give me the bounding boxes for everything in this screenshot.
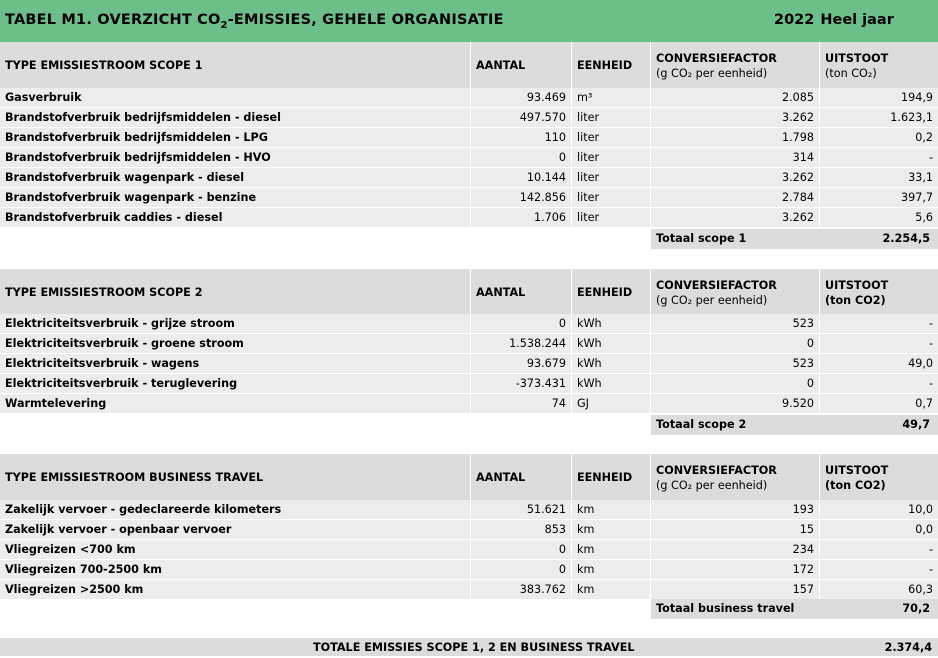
cell-aantal: 853 [471, 520, 571, 539]
cell-uitstoot: - [820, 314, 938, 333]
cell-name: Elektriciteitsverbruik - grijze stroom [0, 314, 470, 333]
cell-unit: m³ [572, 88, 650, 107]
header-uitstoot [820, 42, 938, 88]
column-uitstoot-unit: (ton CO2) [825, 479, 886, 492]
cell-uitstoot: - [820, 148, 938, 167]
cell-factor: 523 [651, 314, 819, 333]
cell-aantal: -373.431 [471, 374, 571, 393]
table-row [0, 500, 938, 520]
cell-factor: 234 [651, 540, 819, 559]
column-uitstoot: UITSTOOT [825, 279, 889, 292]
total-value: 49,7 [902, 418, 930, 431]
cell-uitstoot: 397,7 [820, 188, 938, 207]
cell-unit: kWh [572, 334, 650, 353]
cell-uitstoot: - [820, 334, 938, 353]
section-title: TYPE EMISSIESTROOM SCOPE 1 [5, 59, 203, 72]
scope2-header-row [0, 269, 938, 315]
cell-unit: liter [572, 188, 650, 207]
cell-factor: 193 [651, 500, 819, 519]
column-aantal: AANTAL [476, 471, 526, 484]
cell-name: Elektriciteitsverbruik - teruglevering [0, 374, 470, 393]
header-uitstoot [820, 454, 938, 500]
column-aantal: AANTAL [476, 59, 526, 72]
header-eenheid [572, 269, 650, 315]
table-row [0, 520, 938, 540]
table-period [774, 12, 894, 28]
cell-unit: km [572, 500, 650, 519]
cell-aantal: 383.762 [471, 580, 571, 599]
cell-uitstoot: 10,0 [820, 500, 938, 519]
column-eenheid: EENHEID [577, 471, 633, 484]
header-aantal [471, 42, 571, 88]
cell-unit: liter [572, 168, 650, 187]
scope1-header-row [0, 42, 938, 88]
cell-name: Gasverbruik [0, 88, 470, 107]
column-uitstoot: UITSTOOT [825, 52, 889, 65]
table-row [0, 188, 938, 208]
cell-factor: 15 [651, 520, 819, 539]
cell-aantal: 93.469 [471, 88, 571, 107]
cell-name: Vliegreizen >2500 km [0, 580, 470, 599]
cell-aantal: 0 [471, 314, 571, 333]
cell-unit: kWh [572, 354, 650, 373]
header-type [0, 269, 470, 315]
cell-aantal: 497.570 [471, 108, 571, 127]
cell-name: Brandstofverbruik wagenpark - diesel [0, 168, 470, 187]
cell-aantal: 142.856 [471, 188, 571, 207]
column-aantal: AANTAL [476, 286, 526, 299]
cell-aantal: 0 [471, 540, 571, 559]
cell-unit: liter [572, 148, 650, 167]
cell-unit: liter [572, 208, 650, 227]
header-eenheid [572, 454, 650, 500]
table-row [0, 108, 938, 128]
period-label: Heel jaar [820, 12, 894, 28]
cell-factor: 3.262 [651, 108, 819, 127]
cell-uitstoot: - [820, 560, 938, 579]
grand-total-row [0, 638, 938, 656]
column-conversiefactor-unit: (g CO₂ per eenheid) [656, 479, 768, 492]
section-title: TYPE EMISSIESTROOM BUSINESS TRAVEL [5, 471, 264, 484]
cell-factor: 2.784 [651, 188, 819, 207]
cell-factor: 0 [651, 334, 819, 353]
header-aantal [471, 454, 571, 500]
column-eenheid: EENHEID [577, 286, 633, 299]
year-label: 2022 [774, 12, 815, 28]
cell-name: Brandstofverbruik wagenpark - benzine [0, 188, 470, 207]
cell-name: Brandstofverbruik bedrijfsmiddelen - LPG [0, 128, 470, 147]
cell-unit: km [572, 560, 650, 579]
table-row [0, 540, 938, 560]
table-row [0, 560, 938, 580]
cell-aantal: 110 [471, 128, 571, 147]
header-conversiefactor [651, 42, 819, 88]
column-uitstoot: UITSTOOT [825, 464, 889, 477]
table-row [0, 374, 938, 394]
table-row [0, 334, 938, 354]
table-row [0, 314, 938, 334]
cell-unit: liter [572, 128, 650, 147]
grand-total-value: 2.374,4 [884, 641, 932, 654]
table-title: TABEL M1. OVERZICHT $CO_2$-EMISSIES, GEHELE ORGANISATIE [5, 12, 504, 31]
cell-unit: km [572, 580, 650, 599]
table-row [0, 168, 938, 188]
column-conversiefactor: CONVERSIEFACTOR [656, 52, 777, 65]
header-aantal [471, 269, 571, 315]
total-value: 2.254,5 [882, 232, 930, 245]
cell-uitstoot: 1.623,1 [820, 108, 938, 127]
cell-factor: 157 [651, 580, 819, 599]
cell-unit: km [572, 520, 650, 539]
cell-aantal: 51.621 [471, 500, 571, 519]
cell-factor: 1.798 [651, 128, 819, 147]
cell-uitstoot: 0,0 [820, 520, 938, 539]
total-label: Totaal business travel [656, 602, 795, 615]
cell-uitstoot: 0,7 [820, 394, 938, 413]
cell-uitstoot: 5,6 [820, 208, 938, 227]
scope2-total-row [651, 415, 938, 435]
total-value: 70,2 [902, 602, 930, 615]
table-row [0, 580, 938, 600]
cell-name: Zakelijk vervoer - gedeclareerde kilometers [0, 500, 470, 519]
header-eenheid [572, 42, 650, 88]
cell-aantal: 1.538.244 [471, 334, 571, 353]
cell-unit: kWh [572, 374, 650, 393]
header-type [0, 454, 470, 500]
title-bar [0, 0, 938, 42]
cell-uitstoot: - [820, 374, 938, 393]
cell-uitstoot: 60,3 [820, 580, 938, 599]
grand-total-label: TOTALE EMISSIES SCOPE 1, 2 EN BUSINESS TRAVEL [313, 641, 635, 654]
header-type [0, 42, 470, 88]
cell-uitstoot: 194,9 [820, 88, 938, 107]
column-uitstoot-unit: (ton CO₂) [825, 67, 877, 80]
travel-total-row [651, 599, 938, 619]
section-title: TYPE EMISSIESTROOM SCOPE 2 [5, 286, 203, 299]
cell-unit: kWh [572, 314, 650, 333]
header-uitstoot [820, 269, 938, 315]
cell-name: Brandstofverbruik caddies - diesel [0, 208, 470, 227]
travel-header-row [0, 454, 938, 500]
total-label: Totaal scope 2 [656, 418, 747, 431]
cell-unit: km [572, 540, 650, 559]
cell-aantal: 93.679 [471, 354, 571, 373]
cell-uitstoot: 49,0 [820, 354, 938, 373]
column-conversiefactor-unit: (g CO₂ per eenheid) [656, 67, 768, 80]
cell-factor: 3.262 [651, 208, 819, 227]
cell-unit: GJ [572, 394, 650, 413]
table-row [0, 354, 938, 374]
cell-name: Brandstofverbruik bedrijfsmiddelen - diesel [0, 108, 470, 127]
cell-factor: 314 [651, 148, 819, 167]
column-uitstoot-unit: (ton CO2) [825, 294, 886, 307]
column-conversiefactor-unit: (g CO₂ per eenheid) [656, 294, 768, 307]
cell-name: Warmtelevering [0, 394, 470, 413]
cell-name: Vliegreizen 700-2500 km [0, 560, 470, 579]
cell-name: Zakelijk vervoer - openbaar vervoer [0, 520, 470, 539]
cell-factor: 2.085 [651, 88, 819, 107]
cell-factor: 9.520 [651, 394, 819, 413]
cell-aantal: 0 [471, 560, 571, 579]
cell-aantal: 10.144 [471, 168, 571, 187]
column-conversiefactor: CONVERSIEFACTOR [656, 464, 777, 477]
cell-name: Brandstofverbruik bedrijfsmiddelen - HVO [0, 148, 470, 167]
cell-aantal: 1.706 [471, 208, 571, 227]
cell-aantal: 74 [471, 394, 571, 413]
cell-uitstoot: 33,1 [820, 168, 938, 187]
cell-factor: 0 [651, 374, 819, 393]
table-row [0, 208, 938, 228]
cell-uitstoot: - [820, 540, 938, 559]
table-row [0, 394, 938, 414]
scope1-total-row [651, 229, 938, 249]
cell-aantal: 0 [471, 148, 571, 167]
cell-factor: 523 [651, 354, 819, 373]
cell-name: Vliegreizen <700 km [0, 540, 470, 559]
header-conversiefactor [651, 454, 819, 500]
table-row [0, 148, 938, 168]
cell-uitstoot: 0,2 [820, 128, 938, 147]
cell-unit: liter [572, 108, 650, 127]
table-row [0, 128, 938, 148]
total-label: Totaal scope 1 [656, 232, 747, 245]
cell-factor: 3.262 [651, 168, 819, 187]
column-conversiefactor: CONVERSIEFACTOR [656, 279, 777, 292]
header-conversiefactor [651, 269, 819, 315]
cell-name: Elektriciteitsverbruik - groene stroom [0, 334, 470, 353]
column-eenheid: EENHEID [577, 59, 633, 72]
cell-factor: 172 [651, 560, 819, 579]
cell-name: Elektriciteitsverbruik - wagens [0, 354, 470, 373]
table-row [0, 88, 938, 108]
